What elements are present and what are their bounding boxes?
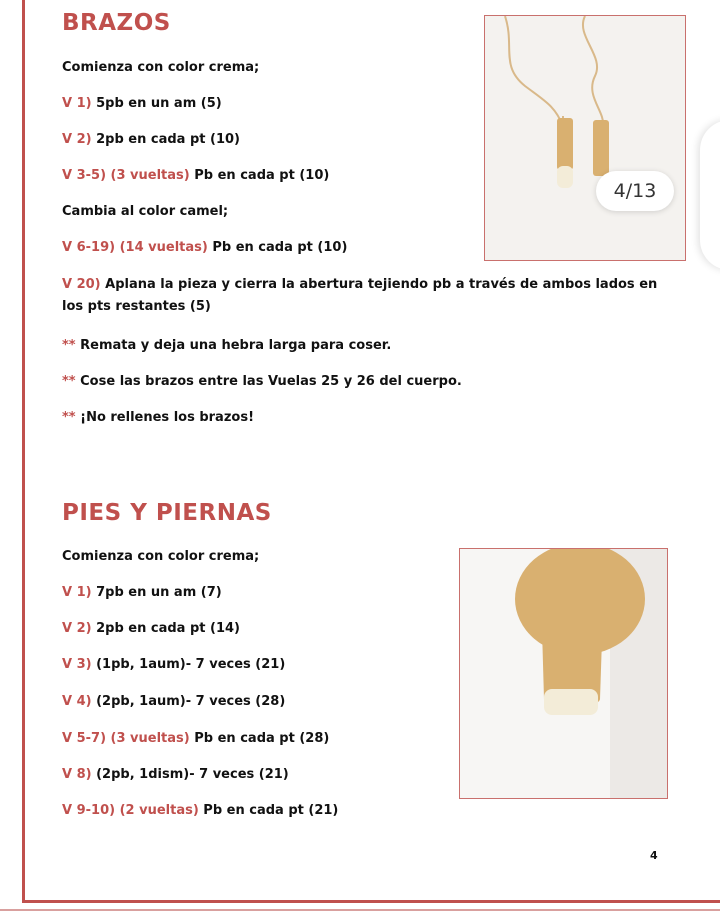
pies-line: V 4) (2pb, 1aum)- 7 veces (28) bbox=[62, 694, 286, 709]
brazos-line: V 1) 5pb en un am (5) bbox=[62, 96, 222, 111]
page-border-bottom bbox=[22, 900, 720, 903]
brazos-line: V 2) 2pb en cada pt (10) bbox=[62, 132, 240, 147]
page-indicator: 4/13 bbox=[596, 171, 674, 211]
brazos-line: ** Remata y deja una hebra larga para coser. bbox=[62, 338, 392, 353]
brazos-line: ** ¡No rellenes los brazos! bbox=[62, 410, 254, 425]
pies-line: V 9-10) (2 vueltas) Pb en cada pt (21) bbox=[62, 803, 339, 818]
brazos-line: V 20) Aplana la pieza y cierra la abertura tejiendo pb a través de ambos lados en los pts restantes (5) bbox=[62, 277, 658, 314]
pies-line: V 5-7) (3 vueltas) Pb en cada pt (28) bbox=[62, 731, 330, 746]
section-title-brazos: BRAZOS bbox=[62, 10, 171, 36]
leg-illustration bbox=[460, 549, 667, 798]
pies-line: V 8) (2pb, 1dism)- 7 veces (21) bbox=[62, 767, 289, 782]
brazos-line: V 3-5) (3 vueltas) Pb en cada pt (10) bbox=[62, 168, 330, 183]
pies-line: V 2) 2pb en cada pt (14) bbox=[62, 621, 240, 636]
viewer-side-handle[interactable] bbox=[700, 120, 720, 270]
arms-photo bbox=[484, 15, 686, 261]
pies-line: Comienza con color crema; bbox=[62, 549, 260, 564]
arms-illustration bbox=[485, 16, 685, 260]
brazos-line: Cambia al color camel; bbox=[62, 204, 229, 219]
page-edge-line bbox=[0, 909, 720, 911]
section-title-pies-y-piernas: PIES Y PIERNAS bbox=[62, 500, 272, 526]
brazos-line: Comienza con color crema; bbox=[62, 60, 260, 75]
pies-line: V 1) 7pb en un am (7) bbox=[62, 585, 222, 600]
page-number: 4 bbox=[650, 849, 658, 862]
pies-line: V 3) (1pb, 1aum)- 7 veces (21) bbox=[62, 657, 286, 672]
legs-photo bbox=[459, 548, 668, 799]
brazos-line: V 6-19) (14 vueltas) Pb en cada pt (10) bbox=[62, 240, 348, 255]
brazos-line: ** Cose las brazos entre las Vuelas 25 y 26 del cuerpo. bbox=[62, 374, 462, 389]
page-border-left bbox=[22, 0, 25, 903]
